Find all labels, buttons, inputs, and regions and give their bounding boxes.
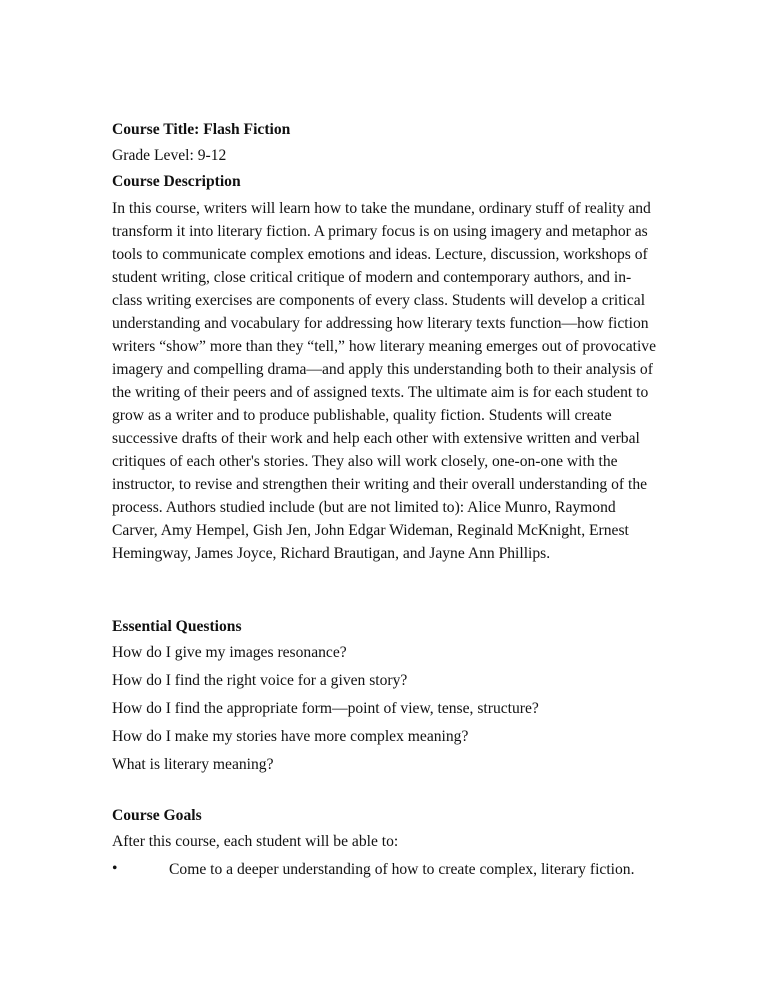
question-item: How do I find the right voice for a given story? [112,672,408,689]
paragraph-line: writers “show” more than they “tell,” how literary meaning emerges out of provocative [112,338,657,355]
paragraph-line: critiques of each other's stories. They also will work closely, one-on-one with the [112,453,618,470]
paragraph-line: In this course, writers will learn how to take the mundane, ordinary stuff of reality and [112,200,651,217]
description-heading: Course Description [112,173,241,190]
course-title: Course Title: Flash Fiction [112,121,291,138]
question-item: How do I find the appropriate form—point of view, tense, structure? [112,700,539,717]
paragraph-line: successive drafts of their work and help each other with extensive written and verbal [112,430,640,447]
question-item: What is literary meaning? [112,756,274,773]
essential-questions-heading: Essential Questions [112,618,242,635]
paragraph-line: student writing, close critical critique of modern and contemporary authors, and in- [112,269,632,286]
paragraph-line: imagery and compelling drama—and apply this understanding both to their analysis of [112,361,653,378]
paragraph-line: tools to communicate complex emotions and ideas. Lecture, discussion, workshops of [112,246,648,263]
paragraph-line: Hemingway, James Joyce, Richard Brautigan, and Jayne Ann Phillips. [112,545,551,562]
paragraph-line: understanding and vocabulary for addressing how literary texts function—how fiction [112,315,649,332]
goal-item: Come to a deeper understanding of how to create complex, literary fiction. [169,861,635,878]
paragraph-line: class writing exercises are components of every class. Students will develop a critical [112,292,646,309]
bullet-icon: • [112,860,118,877]
course-goals-intro: After this course, each student will be able to: [112,833,399,850]
course-goals-heading: Course Goals [112,807,202,824]
paragraph-line: process. Authors studied include (but are not limited to): Alice Munro, Raymond [112,499,616,516]
paragraph-line: Carver, Amy Hempel, Gish Jen, John Edgar Wideman, Reginald McKnight, Ernest [112,522,629,539]
paragraph-line: the writing of their peers and of assigned texts. The ultimate aim is for each student to [112,384,649,401]
grade-level: Grade Level: 9-12 [112,147,227,164]
paragraph-line: grow as a writer and to produce publishable, quality fiction. Students will create [112,407,612,424]
description-paragraph [112,199,656,567]
question-item: How do I give my images resonance? [112,644,347,661]
question-item: How do I make my stories have more complex meaning? [112,728,469,745]
paragraph-line: instructor, to revise and strengthen their writing and their overall understanding of the [112,476,648,493]
paragraph-line: transform it into literary fiction. A primary focus is on using imagery and metaphor as [112,223,648,240]
